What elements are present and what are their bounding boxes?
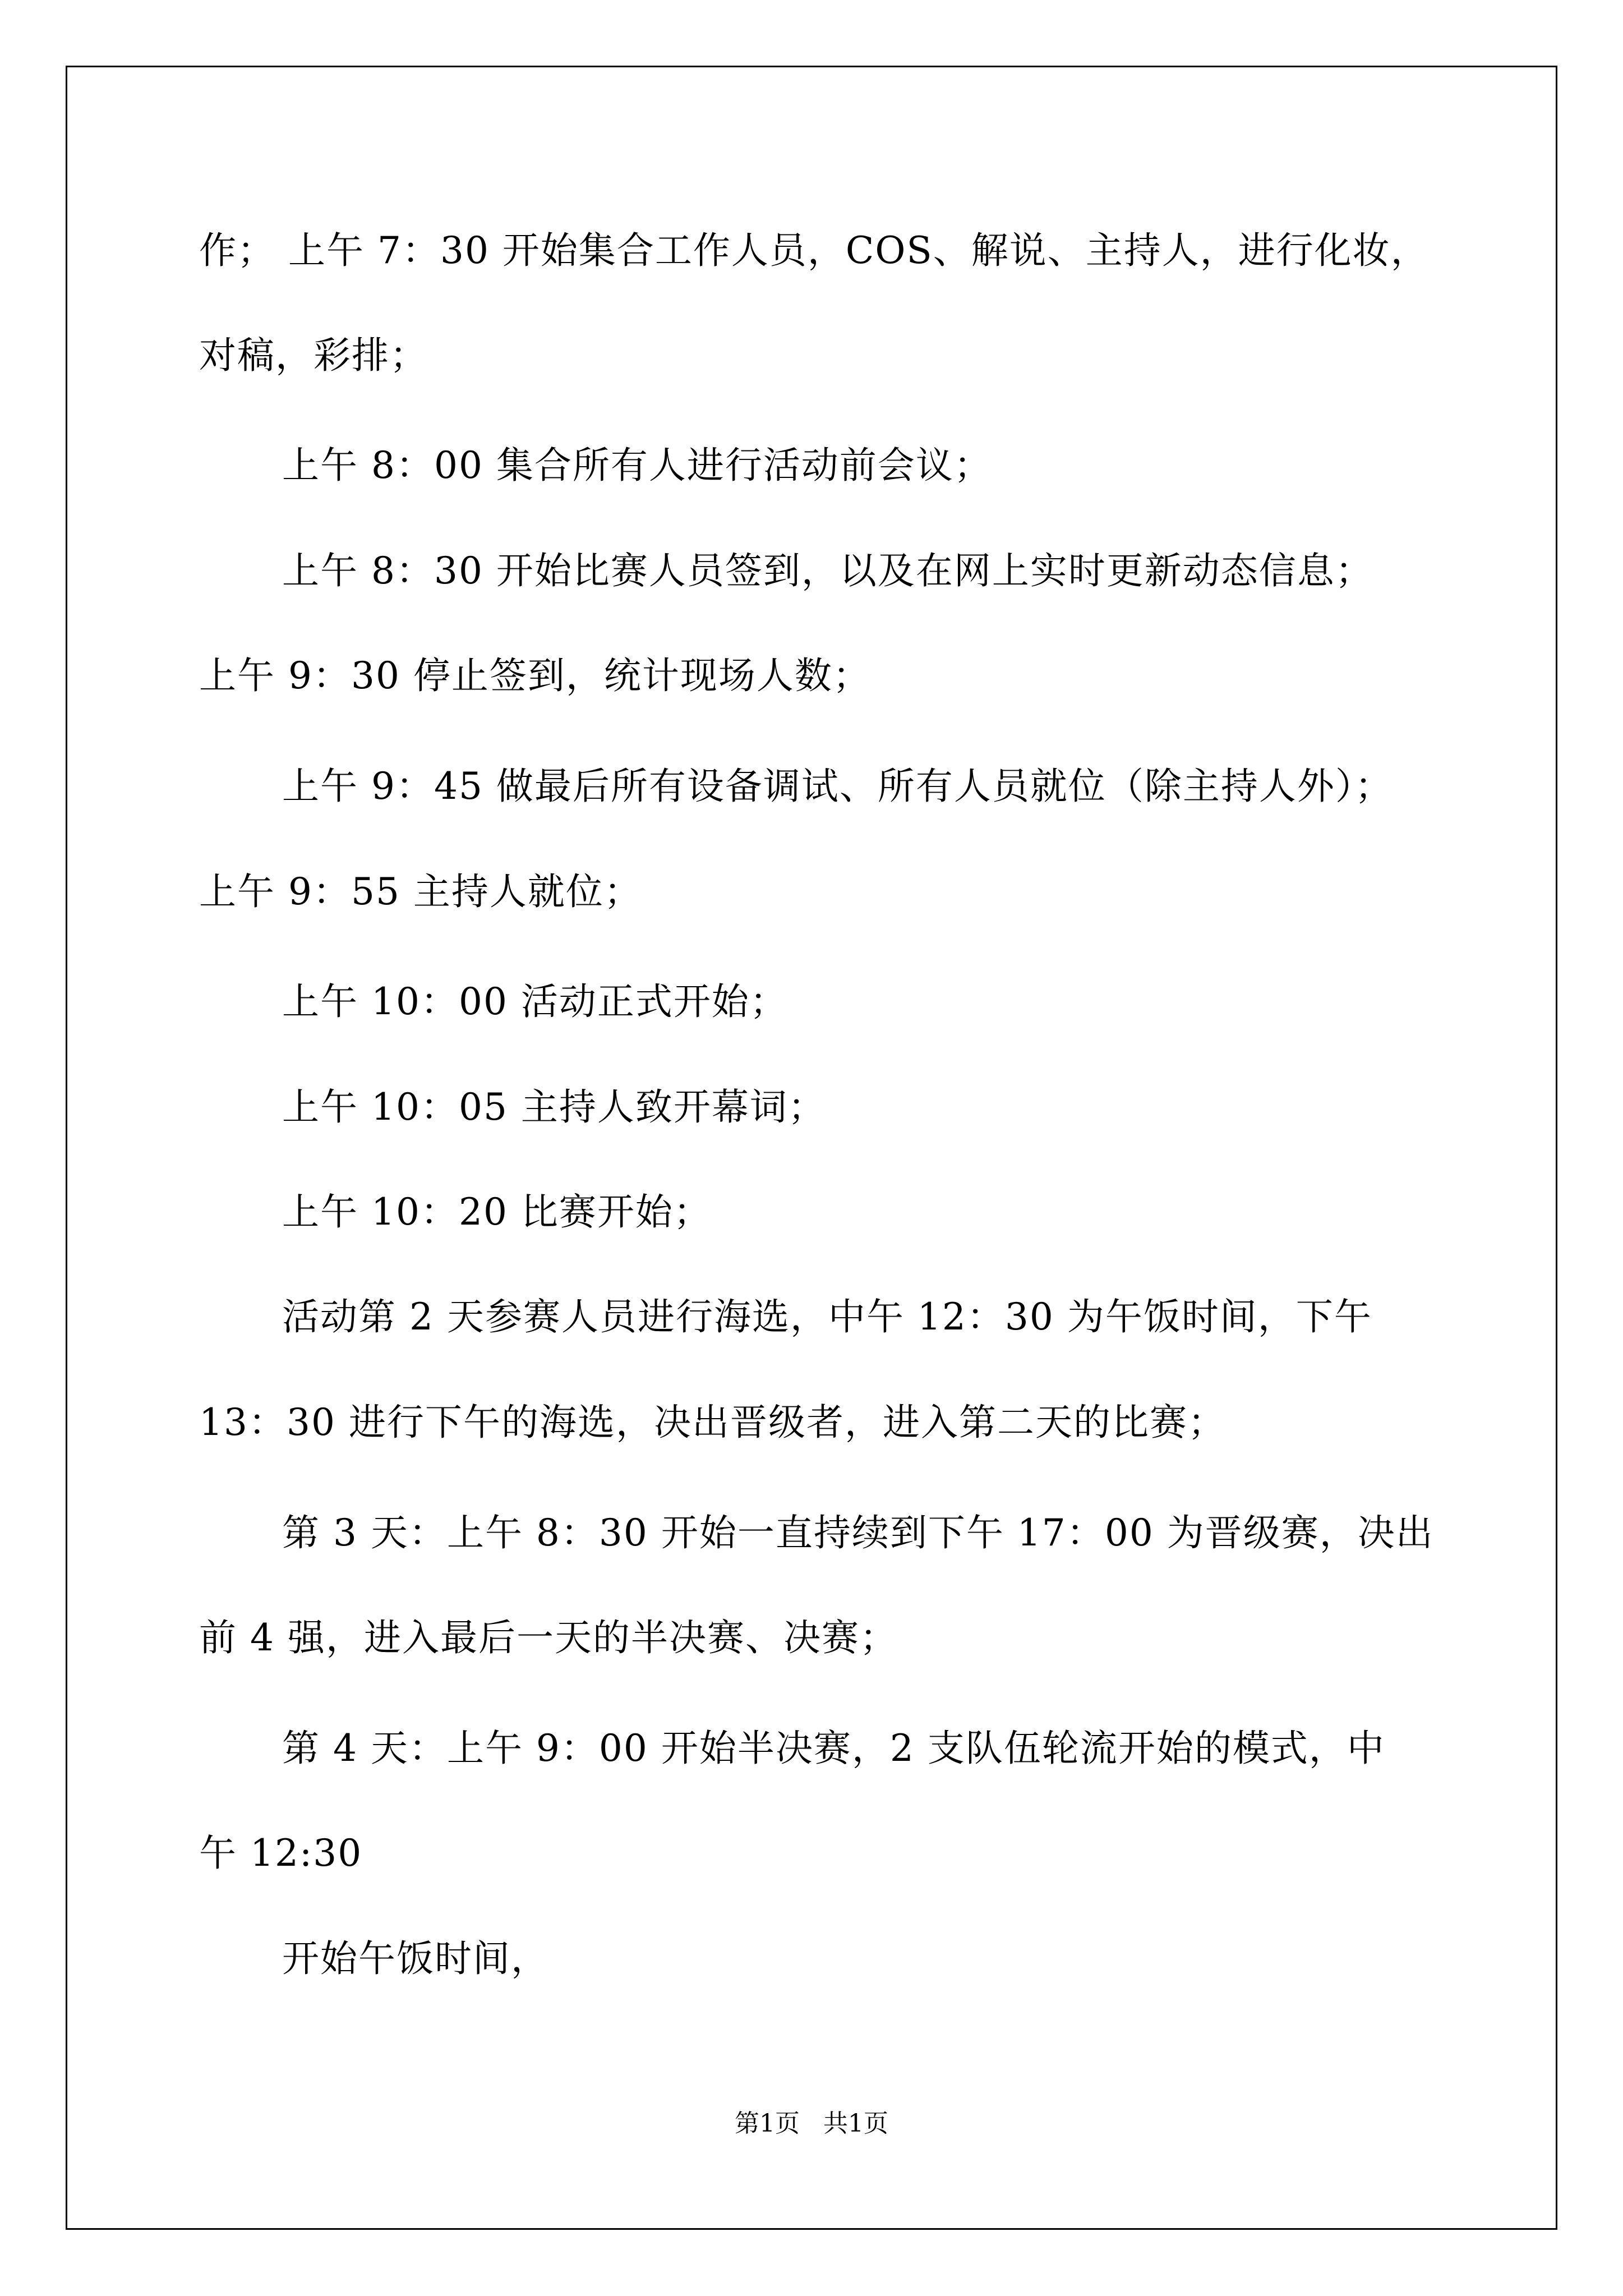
text-line-15: 第 4 天：上午 9：00 开始半决赛，2 支队伍轮流开始的模式，中 bbox=[282, 1727, 1385, 1770]
text-line-6: 上午 9：45 做最后所有设备调试、所有人员就位（除主持人外）； bbox=[282, 765, 1393, 808]
text-line-4: 上午 8：30 开始比赛人员签到，以及在网上实时更新动态信息； bbox=[282, 549, 1373, 592]
text-line-5: 上午 9：30 停止签到，统计现场人数； bbox=[199, 654, 871, 697]
text-line-9: 上午 10：05 主持人致开幕词； bbox=[282, 1085, 826, 1129]
text-line-13: 第 3 天：上午 8：30 开始一直持续到下午 17：00 为晋级赛，决出 bbox=[282, 1511, 1434, 1554]
text-line-10: 上午 10：20 比赛开始； bbox=[282, 1190, 712, 1234]
text-line-12: 13：30 进行下午的海选，决出晋级者，进入第二天的比赛； bbox=[199, 1401, 1226, 1444]
page-border bbox=[66, 66, 1557, 2230]
text-line-11: 活动第 2 天参赛人员进行海选，中午 12：30 为午饭时间，下午 bbox=[282, 1295, 1372, 1338]
text-line-14: 前 4 强，进入最后一天的半决赛、决赛； bbox=[199, 1616, 898, 1659]
page-footer: 第1页 共1页 bbox=[735, 2109, 888, 2138]
text-line-17: 开始午饭时间， bbox=[282, 1937, 549, 1980]
text-line-3: 上午 8：00 集合所有人进行活动前会议； bbox=[282, 444, 992, 487]
text-line-16: 午 12:30 bbox=[199, 1832, 363, 1875]
text-line-1: 作； 上午 7：30 开始集合工作人员，COS、解说、主持人，进行化妆， bbox=[199, 229, 1429, 272]
text-line-8: 上午 10：00 活动正式开始； bbox=[282, 980, 788, 1023]
text-line-7: 上午 9：55 主持人就位； bbox=[199, 870, 642, 913]
text-line-2: 对稿，彩排； bbox=[199, 334, 428, 377]
